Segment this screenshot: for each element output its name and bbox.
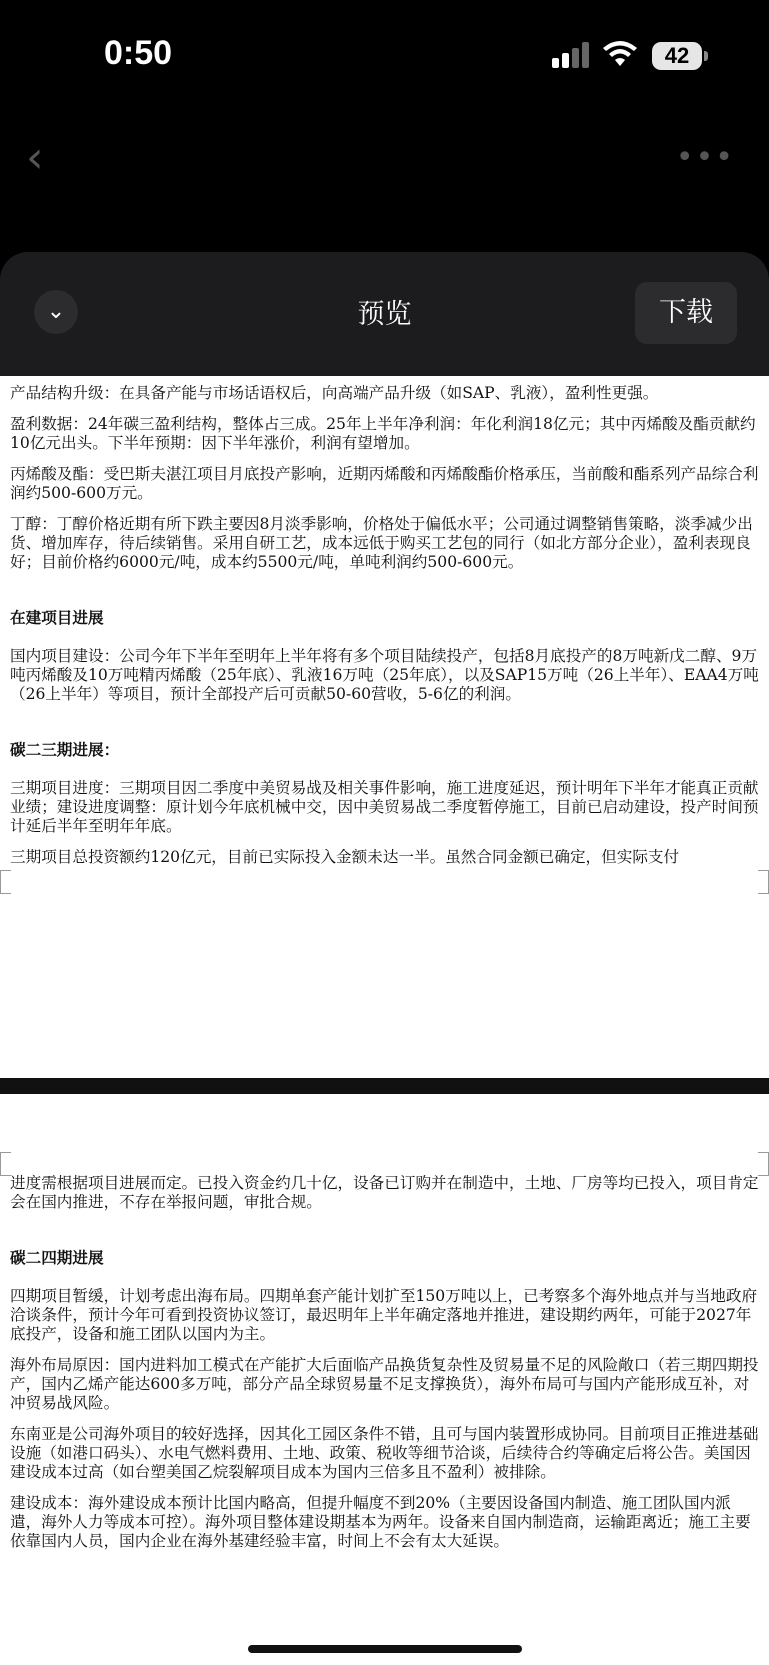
section-heading: 在建项目进展: [10, 608, 104, 627]
section-heading: 碳二四期进展: [10, 1248, 104, 1267]
crop-mark: [0, 1152, 11, 1176]
paragraph: 丙烯酸及酯：受巴斯夫湛江项目月底投产影响，近期丙烯酸和丙烯酸酯价格承压，当前酸和酯系列产品综合利润约500-600万元。: [10, 465, 759, 502]
page-separator: [0, 1078, 769, 1094]
status-time: 0:50: [104, 34, 173, 72]
paragraph: 三期项目进度：三期项目因二季度中美贸易战及相关事件影响，施工进度延迟，预计明年下半年才能真正贡献业绩；建设进度调整：原计划今年底机械中交，因中美贸易战二季度暂停施工，目前已启动建设，投产时间预计延后半年至明年年底。: [10, 779, 759, 835]
paragraph: 国内项目建设：公司今年下半年至明年上半年将有多个项目陆续投产，包括8月底投产的8万吨新戊二醇、9万吨丙烯酸及10万吨精丙烯酸（25年底）、乳液16万吨（25年底），以及SAP15万吨（26上半年）、EAA4万吨（26上半年）等项目，预计全部投产后可贡献50-60营收，5-6亿的利润。: [10, 647, 759, 703]
chevron-left-icon[interactable]: ‹: [26, 132, 44, 183]
paragraph: 进度需根据项目进展而定。已投入资金约几十亿，设备已订购并在制造中，土地、厂房等均已投入，项目肯定会在国内推进，不存在举报问题，审批合规。: [10, 1174, 759, 1211]
page-2-content: [10, 1174, 759, 1563]
page-1-content: [10, 384, 759, 879]
battery-level: 42: [652, 42, 702, 70]
paragraph: 盈利数据：24年碳三盈利结构，整体占三成。25年上半年净利润：年化利润18亿元；其中丙烯酸及酯贡献约10亿元出头。下半年预期：因下半年涨价，利润有望增加。: [10, 415, 756, 452]
preview-sheet-header: [0, 252, 769, 376]
paragraph: 东南亚是公司海外项目的较好选择，因其化工园区条件不错，且可与国内装置形成协同。目前项目正推进基础设施（如港口码头）、水电气燃料费用、土地、政策、税收等细节洽谈，后续待合约等确定后将公告。美国因建设成本过高（如台塑美国乙烷裂解项目成本为国内三倍多且不盈利）被排除。: [10, 1425, 759, 1481]
more-icon[interactable]: •••: [675, 140, 735, 175]
paragraph: 丁醇：丁醇价格近期有所下跌主要因8月淡季影响，价格处于偏低水平；公司通过调整销售策略，淡季减少出货、增加库存，待后续销售。采用自研工艺，成本远低于购买工艺包的同行（如北方部分企业），盈利表现良好；目前价格约6000元/吨，成本约5500元/吨，单吨利润约500-600元。: [10, 515, 753, 571]
chevron-down-icon[interactable]: ⌄: [34, 290, 78, 334]
cellular-signal-icon: [552, 42, 592, 68]
wifi-icon: [603, 40, 637, 68]
paragraph: 三期项目总投资额约120亿元，目前已实际投入金额未达一半。虽然合同金额已确定，但实际支付: [10, 848, 680, 866]
crop-mark: [758, 870, 769, 894]
section-heading: 碳二三期进展：: [10, 740, 120, 759]
paragraph: 建设成本：海外建设成本预计比国内略高，但提升幅度不到20%（主要因设备国内制造、施工团队国内派遣，海外人力等成本可控）。海外项目整体建设期基本为两年。设备来自国内制造商，运输距离近；施工主要依靠国内人员，国内企业在海外基建经验丰富，时间上不会有太大延误。: [10, 1494, 751, 1550]
paragraph: 产品结构升级：在具备产能与市场话语权后，向高端产品升级（如SAP、乳液），盈利性更强。: [10, 384, 659, 402]
status-bar: [0, 0, 769, 110]
document-page-1: [0, 376, 769, 1078]
paragraph: 海外布局原因：国内进料加工模式在产能扩大后面临产品换货复杂性及贸易量不足的风险敞口（若三期四期投产，国内乙烯产能达600多万吨，部分产品全球贸易量不足支撑换货），海外布局可与国内产能形成互补，对冲贸易战风险。: [10, 1356, 759, 1412]
download-button[interactable]: 下载: [635, 282, 737, 344]
nav-bar: [0, 110, 769, 250]
home-indicator[interactable]: [248, 1645, 522, 1653]
crop-mark: [758, 1152, 769, 1176]
battery-icon: [704, 51, 708, 61]
paragraph: 四期项目暂缓，计划考虑出海布局。四期单套产能计划扩至150万吨以上，已考察多个海外地点并与当地政府洽谈条件，预计今年可看到投资协议签订，最迟明年上半年确定落地并推进，建设期约两年，可能于2027年底投产，设备和施工团队以国内为主。: [10, 1287, 758, 1343]
crop-mark: [0, 870, 11, 894]
document-page-2: [0, 1094, 769, 1665]
page-title: 预览: [357, 299, 412, 330]
